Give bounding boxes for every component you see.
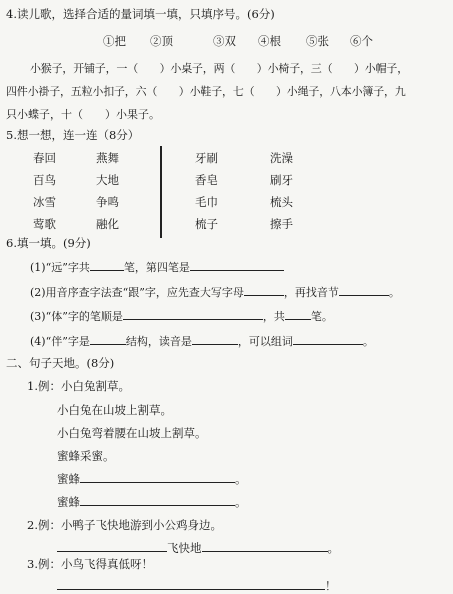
ex2-mid: 飞快地 <box>167 541 202 555</box>
q4-option-1: ①把 <box>103 34 126 48</box>
q5-left-a-3: 冰雪 <box>33 195 56 209</box>
ex1-fill2-subject: 蜜蜂 <box>57 495 80 509</box>
q5-left-b-2: 大地 <box>96 173 119 187</box>
q5-left-a-4: 莺歌 <box>33 217 56 231</box>
ex2-blank-subject[interactable] <box>57 540 167 552</box>
q4-option-2: ②顶 <box>150 34 173 48</box>
q6-item-4 <box>30 333 374 349</box>
q6-item3-blank-count[interactable] <box>285 308 311 320</box>
q6-item1-blank-count[interactable] <box>90 259 124 271</box>
ex1-sentence-3: 蜜蜂采蜜。 <box>57 449 115 463</box>
q6-item4-text-c: ，可以组词 <box>237 335 293 348</box>
ex1-sentence-1: 小白兔在山坡上割草。 <box>57 403 172 417</box>
q6-item1-text-a: (1)“远”字共 <box>30 261 90 274</box>
q5-left-b-4: 融化 <box>96 217 119 231</box>
q6-item3-text-b: ，共 <box>262 310 285 323</box>
q4-line-2: 四件小褂子，五粒小扣子，六（ ）小鞋子，七（ ）小绳子，八本小簿子，九 <box>6 85 406 98</box>
ex1-fill-1 <box>57 471 247 487</box>
q6-title: 6.填一填。(9分) <box>6 236 91 250</box>
ex1-fill2-blank[interactable] <box>80 494 235 506</box>
q6-item1-text-b: 笔，第四笔是 <box>123 261 190 274</box>
q5-left-b-3: 争鸣 <box>96 195 119 209</box>
q6-item4-text-d: 。 <box>362 335 374 348</box>
ex3-blank[interactable] <box>57 578 325 590</box>
q5-right-a-2: 香皂 <box>195 173 218 187</box>
q4-option-4: ④根 <box>258 34 281 48</box>
ex3-label: 3.例：小鸟飞得真低呀！ <box>27 557 153 571</box>
ex3-fill <box>57 578 337 594</box>
q5-title: 5.想一想，连一连（8分） <box>6 128 140 142</box>
q6-item2-blank-letter[interactable] <box>244 284 284 296</box>
section2-title: 二、句子天地。(8分) <box>6 356 115 370</box>
q6-item-3 <box>30 308 333 324</box>
ex1-fill1-end: 。 <box>235 472 247 486</box>
ex3-end: ！ <box>325 579 337 593</box>
q6-item2-text-c: 。 <box>388 286 400 299</box>
q6-item-1 <box>30 259 284 275</box>
q5-right-a-4: 梳子 <box>195 217 218 231</box>
q5-right-b-4: 擦手 <box>270 217 293 231</box>
ex1-fill1-subject: 蜜蜂 <box>57 472 80 486</box>
ex1-fill-2 <box>57 494 247 510</box>
q6-item3-text-a: (3)“体”字的笔顺是 <box>30 310 123 323</box>
ex1-label: 1.例：小白兔割草。 <box>27 379 130 393</box>
q5-divider <box>160 146 162 238</box>
q4-line-3: 只小蝶子，十（ ）小果子。 <box>6 108 160 121</box>
q5-right-b-3: 梳头 <box>270 195 293 209</box>
q6-item2-text-a: (2)用音序查字法查“跟”字，应先查大写字母 <box>30 286 244 299</box>
q6-item4-blank-structure[interactable] <box>90 333 126 345</box>
q4-option-5: ⑤张 <box>306 34 329 48</box>
q4-option-6: ⑥个 <box>350 34 373 48</box>
q5-right-a-3: 毛巾 <box>195 195 218 209</box>
q6-item4-text-a: (4)“伴”字是 <box>30 335 90 348</box>
q5-left-a-2: 百鸟 <box>33 173 56 187</box>
q5-left-a-1: 春回 <box>33 151 56 165</box>
q6-item4-text-b: 结构，读音是 <box>125 335 192 348</box>
ex1-fill2-end: 。 <box>235 495 247 509</box>
ex2-blank-rest[interactable] <box>202 540 328 552</box>
q6-item3-blank-order[interactable] <box>123 308 263 320</box>
ex1-fill1-blank[interactable] <box>80 471 235 483</box>
q6-item4-blank-pinyin[interactable] <box>192 333 238 345</box>
q6-item1-blank-stroke[interactable] <box>190 259 284 271</box>
q4-title: 4.读儿歌，选择合适的量词填一填，只填序号。(6分) <box>6 7 275 21</box>
q6-item2-blank-syllable[interactable] <box>339 284 389 296</box>
ex2-fill <box>57 540 339 556</box>
ex2-end: 。 <box>327 541 339 555</box>
q5-right-b-2: 刷牙 <box>270 173 293 187</box>
q4-line-1: 小猴子，开铺子，一（ ）小桌子，两（ ）小椅子，三（ ）小帽子， <box>30 62 408 75</box>
q6-item4-blank-word[interactable] <box>293 333 363 345</box>
q5-right-b-1: 洗澡 <box>270 151 293 165</box>
q5-right-a-1: 牙刷 <box>195 151 218 165</box>
q6-item2-text-b: ，再找音节 <box>283 286 339 299</box>
q4-option-3: ③双 <box>213 34 236 48</box>
q6-item3-text-c: 笔。 <box>310 310 333 323</box>
ex2-label: 2.例：小鸭子飞快地游到小公鸡身边。 <box>27 518 222 532</box>
ex1-sentence-2: 小白兔弯着腰在山坡上割草。 <box>57 426 207 440</box>
q5-left-b-1: 燕舞 <box>96 151 119 165</box>
q6-item-2 <box>30 284 400 300</box>
